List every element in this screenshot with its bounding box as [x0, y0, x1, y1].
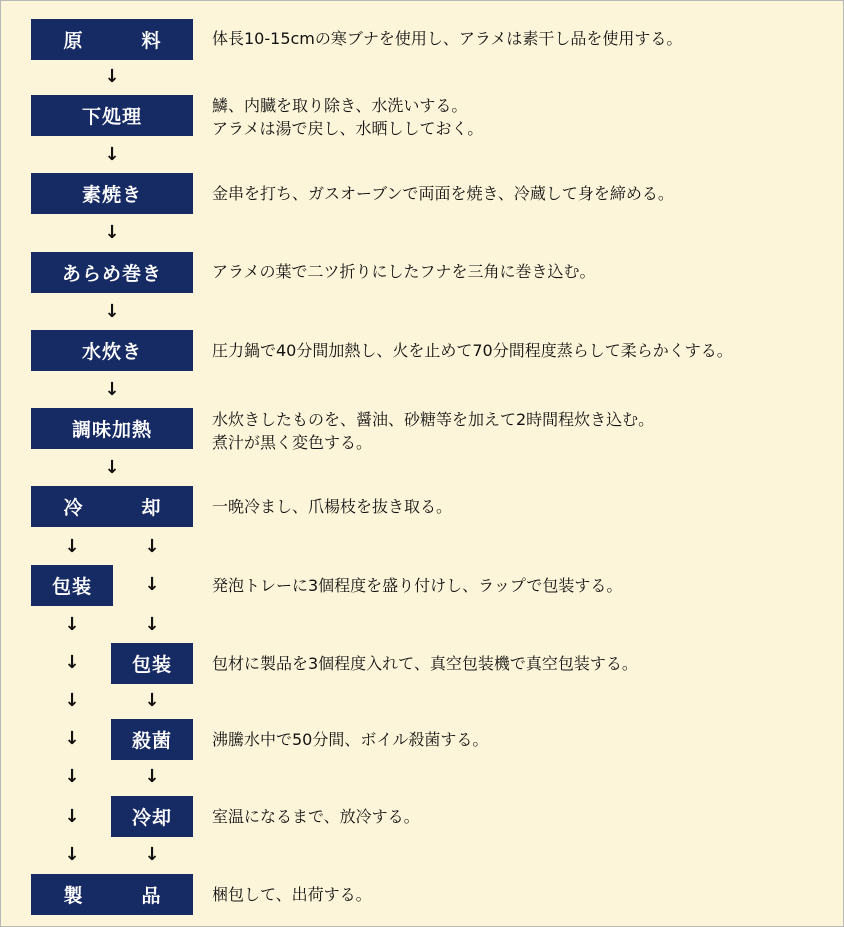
step-desc-pretreatment-1: 鱗、内臓を取り除き、水洗いする。 [212, 96, 468, 115]
arrow-down: ↓ [104, 457, 120, 478]
arrow-down-right: ↓ [144, 614, 160, 635]
arrow-down: ↓ [104, 66, 120, 87]
step-box-seasoning-heat [31, 408, 193, 449]
step-box-cool-room-temp [111, 796, 193, 837]
arrow-down: ↓ [104, 144, 120, 165]
step-box-sterilize [111, 719, 193, 760]
arrow-down-left: ↓ [64, 728, 80, 749]
step-label: 水炊き [81, 341, 142, 363]
step-desc-sterilize: 沸騰水中で50分間、ボイル殺菌する。 [212, 730, 489, 749]
arrow-down-right: ↓ [144, 690, 160, 711]
arrow-down-left: ↓ [64, 690, 80, 711]
arrow-down-right: ↓ [144, 844, 160, 865]
step-label: あらめ巻き [61, 263, 162, 285]
step-label: 製 品 [63, 885, 181, 907]
step-label: 原 料 [63, 30, 181, 52]
arrow-down-left: ↓ [64, 806, 80, 827]
arrow-down-left: ↓ [64, 844, 80, 865]
step-box-vacuum-pack [111, 643, 193, 684]
step-desc-seasoning-heat-1: 水炊きしたものを、醤油、砂糖等を加えて2時間程炊き込む。 [212, 410, 655, 429]
step-label: 殺菌 [131, 730, 172, 752]
step-label: 冷 却 [63, 497, 181, 519]
step-label: 下処理 [81, 106, 142, 128]
step-box-cool [31, 486, 193, 527]
arrow-down-right: ↓ [144, 574, 160, 595]
arrow-down-left: ↓ [64, 536, 80, 557]
step-desc-vacuum-pack: 包材に製品を3個程度入れて、真空包装機で真空包装する。 [212, 654, 638, 673]
step-label: 素焼き [81, 184, 142, 206]
arrow-down-right: ↓ [144, 536, 160, 557]
step-box-pretreatment [31, 95, 193, 136]
step-desc-water-boil: 圧力鍋で40分間加熱し、火を止めて70分間程度蒸らして柔らかくする。 [212, 341, 733, 360]
step-label: 包装 [51, 576, 92, 598]
step-label: 調味加熱 [71, 419, 152, 441]
arrow-down: ↓ [104, 301, 120, 322]
step-desc-arame-wrap: アラメの葉で二ツ折りにしたフナを三角に巻き込む。 [212, 262, 596, 281]
step-desc-seasoning-heat-2: 煮汁が黒く変色する。 [212, 433, 373, 452]
step-label: 冷却 [131, 807, 172, 829]
step-label: 包装 [131, 654, 172, 676]
step-desc-cool: 一晩冷まし、爪楊枝を抜き取る。 [212, 497, 453, 516]
arrow-down-right: ↓ [144, 766, 160, 787]
step-desc-pretreatment-2: アラメは湯で戻し、水晒ししておく。 [212, 119, 484, 138]
arrow-down: ↓ [104, 222, 120, 243]
step-box-tray-pack [31, 565, 113, 606]
step-box-grill [31, 173, 193, 214]
arrow-down: ↓ [104, 379, 120, 400]
step-desc-product: 梱包して、出荷する。 [212, 885, 372, 904]
step-box-water-boil [31, 330, 193, 371]
step-box-raw-material [31, 19, 193, 60]
step-desc-cool-room-temp: 室温になるまで、放冷する。 [212, 807, 420, 826]
step-desc-grill: 金串を打ち、ガスオーブンで両面を焼き、冷蔵して身を締める。 [212, 184, 674, 203]
arrow-down-left: ↓ [64, 652, 80, 673]
arrow-down-left: ↓ [64, 614, 80, 635]
arrow-down-left: ↓ [64, 766, 80, 787]
step-desc-raw-material: 体長10-15cmの寒ブナを使用し、アラメは素干し品を使用する。 [212, 29, 683, 48]
step-desc-tray-pack: 発泡トレーに3個程度を盛り付けし、ラップで包装する。 [212, 576, 623, 595]
step-box-arame-wrap [31, 252, 193, 293]
step-box-product [31, 874, 193, 915]
